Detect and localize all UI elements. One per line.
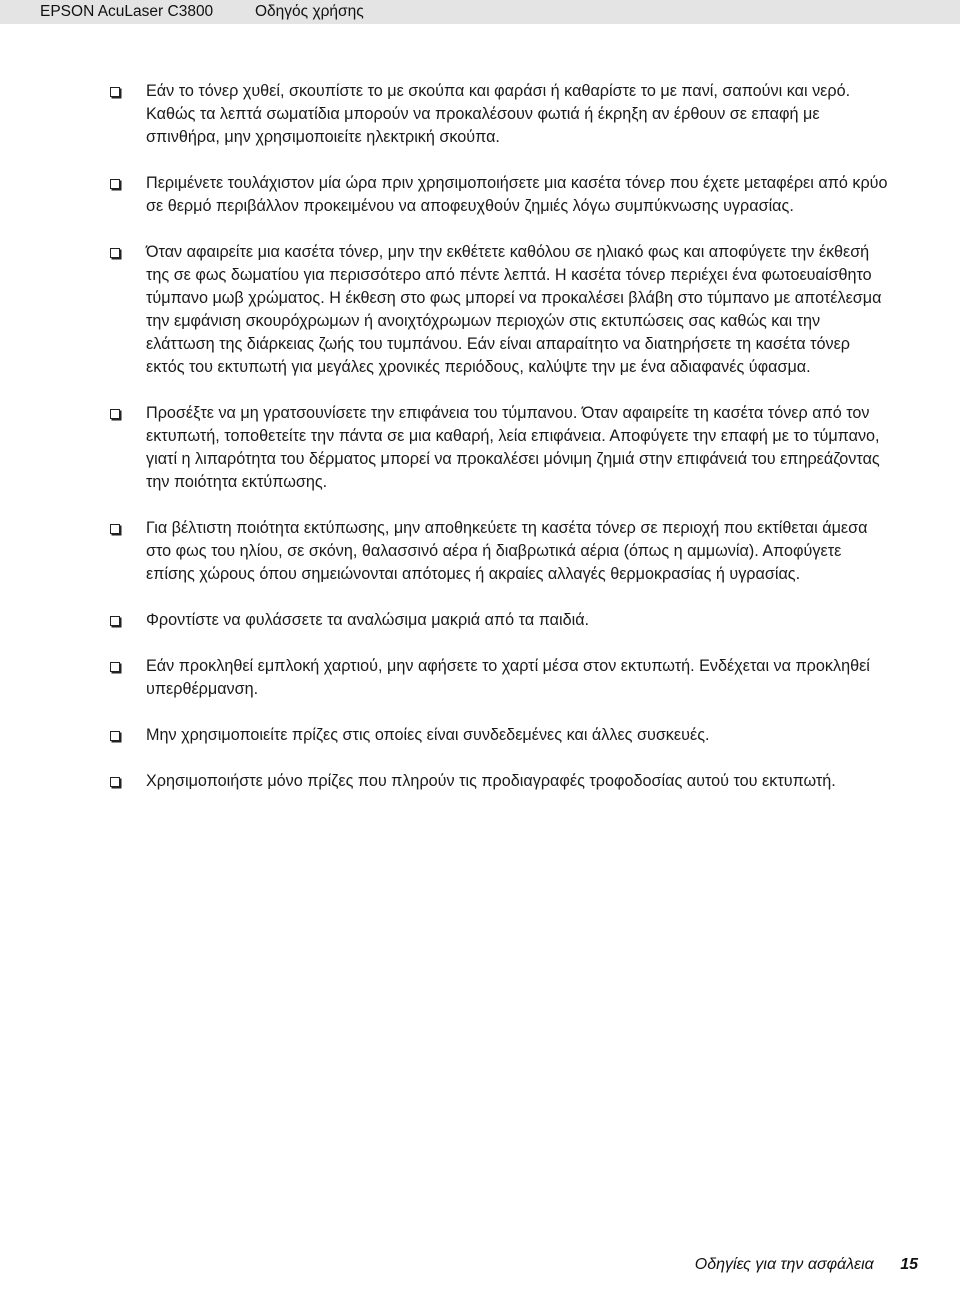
list-item [110, 402, 890, 494]
list-item [110, 770, 890, 793]
page-number: 15 [900, 1256, 918, 1273]
checkbox-bullet-icon [110, 731, 120, 741]
list-item-text: Φροντίστε να φυλάσσετε τα αναλώσιμα μακριά από τα παιδιά. [146, 611, 590, 629]
checkbox-bullet-icon [110, 524, 120, 534]
checkbox-bullet-icon [110, 179, 120, 189]
list-item [110, 724, 890, 747]
list-item-text: Προσέξτε να μη γρατσουνίσετε την επιφάνεια του τύμπανου. Όταν αφαιρείτε τη κασέτα τόνερ από τον εκτυπωτή, τοποθετείτε την πάντα σε μια καθαρή, λεία επιφάνεια. Αποφύγετε την επαφή με το τύμπανο, γιατί η λιπαρότητα του δέρματος μπορεί να προκαλέσει μόνιμη ζημιά στην επιφάνειά του επηρεάζοντας την ποιότητα εκτύπωσης. [146, 404, 880, 491]
list-item-text: Μην χρησιμοποιείτε πρίζες στις οποίες είναι συνδεδεμένες και άλλες συσκευές. [146, 726, 710, 744]
list-item-text: Εάν προκληθεί εμπλοκή χαρτιού, μην αφήσετε το χαρτί μέσα στον εκτυπωτή. Ενδέχεται να προκληθεί υπερθέρμανση. [146, 657, 870, 698]
list-item [110, 517, 890, 586]
page-footer [695, 1254, 918, 1276]
checkbox-bullet-icon [110, 409, 120, 419]
list-item [110, 241, 890, 379]
checkbox-bullet-icon [110, 248, 120, 258]
running-header [0, 0, 960, 24]
list-item [110, 655, 890, 701]
list-item-text: Όταν αφαιρείτε μια κασέτα τόνερ, μην την εκθέτετε καθόλου σε ηλιακό φως και αποφύγετε την έκθεσή της σε φως δωματίου για περισσότερο από πέντε λεπτά. Η κασέτα τόνερ περιέχει ένα φωτοευαίσθητο τύμπανο μωβ χρώματος. Η έκθεση στο φως μπορεί να προκαλέσει βλάβη στο τύμπανο με αποτέλεσμα την εμφάνιση σκουρόχρωμων ή ανοιχτόχρωμων περιοχών στις εκτυπώσεις σας καθώς και την ελάττωση της διάρκειας ζωής του τυμπάνου. Εάν είναι απαραίτητο να διατηρήσετε τη κασέτα τόνερ εκτός του εκτυπωτή για μεγάλες χρονικές περιόδους, καλύψτε την με ένα αδιαφανές ύφασμα. [146, 243, 882, 376]
list-item-text: Χρησιμοποιήστε μόνο πρίζες που πληρούν τις προδιαγραφές τροφοδοσίας αυτού του εκτυπωτή. [146, 772, 836, 790]
checkbox-bullet-icon [110, 616, 120, 626]
checkbox-bullet-icon [110, 777, 120, 787]
list-item-text: Περιμένετε τουλάχιστον μία ώρα πριν χρησιμοποιήσετε μια κασέτα τόνερ που έχετε μεταφέρει από κρύο σε θερμό περιβάλλον προκειμένου να αποφευχθούν ζημιές λόγω συμπύκνωσης υγρασίας. [146, 174, 888, 215]
footer-section-title: Οδηγίες για την ασφάλεια [694, 1256, 874, 1273]
safety-bullet-list [110, 80, 890, 816]
list-item [110, 172, 890, 218]
header-product-name: EPSON AcuLaser C3800 [40, 3, 214, 20]
list-item-text: Για βέλτιστη ποιότητα εκτύπωσης, μην αποθηκεύετε τη κασέτα τόνερ σε περιοχή που εκτίθεται άμεσα στο φως του ηλίου, σε σκόνη, θαλασσινό αέρα ή διαβρωτικά αέρια (όπως η αμμωνία). Αποφύγετε επίσης χώρους όπου σημειώνονται απότομες ή ακραίες αλλαγές θερμοκρασίας ή υγρασίας. [146, 519, 868, 583]
checkbox-bullet-icon [110, 87, 120, 97]
checkbox-bullet-icon [110, 662, 120, 672]
list-item [110, 80, 890, 149]
list-item [110, 609, 890, 632]
list-item-text: Εάν το τόνερ χυθεί, σκουπίστε το με σκούπα και φαράσι ή καθαρίστε το με πανί, σαπούνι και νερό. Καθώς τα λεπτά σωματίδια μπορούν να προκαλέσουν φωτιά ή έκρηξη αν έρθουν σε επαφή με σπινθήρα, μην χρησιμοποιείτε ηλεκτρική σκούπα. [146, 82, 851, 146]
header-guide-title: Οδηγός χρήσης [255, 3, 364, 20]
